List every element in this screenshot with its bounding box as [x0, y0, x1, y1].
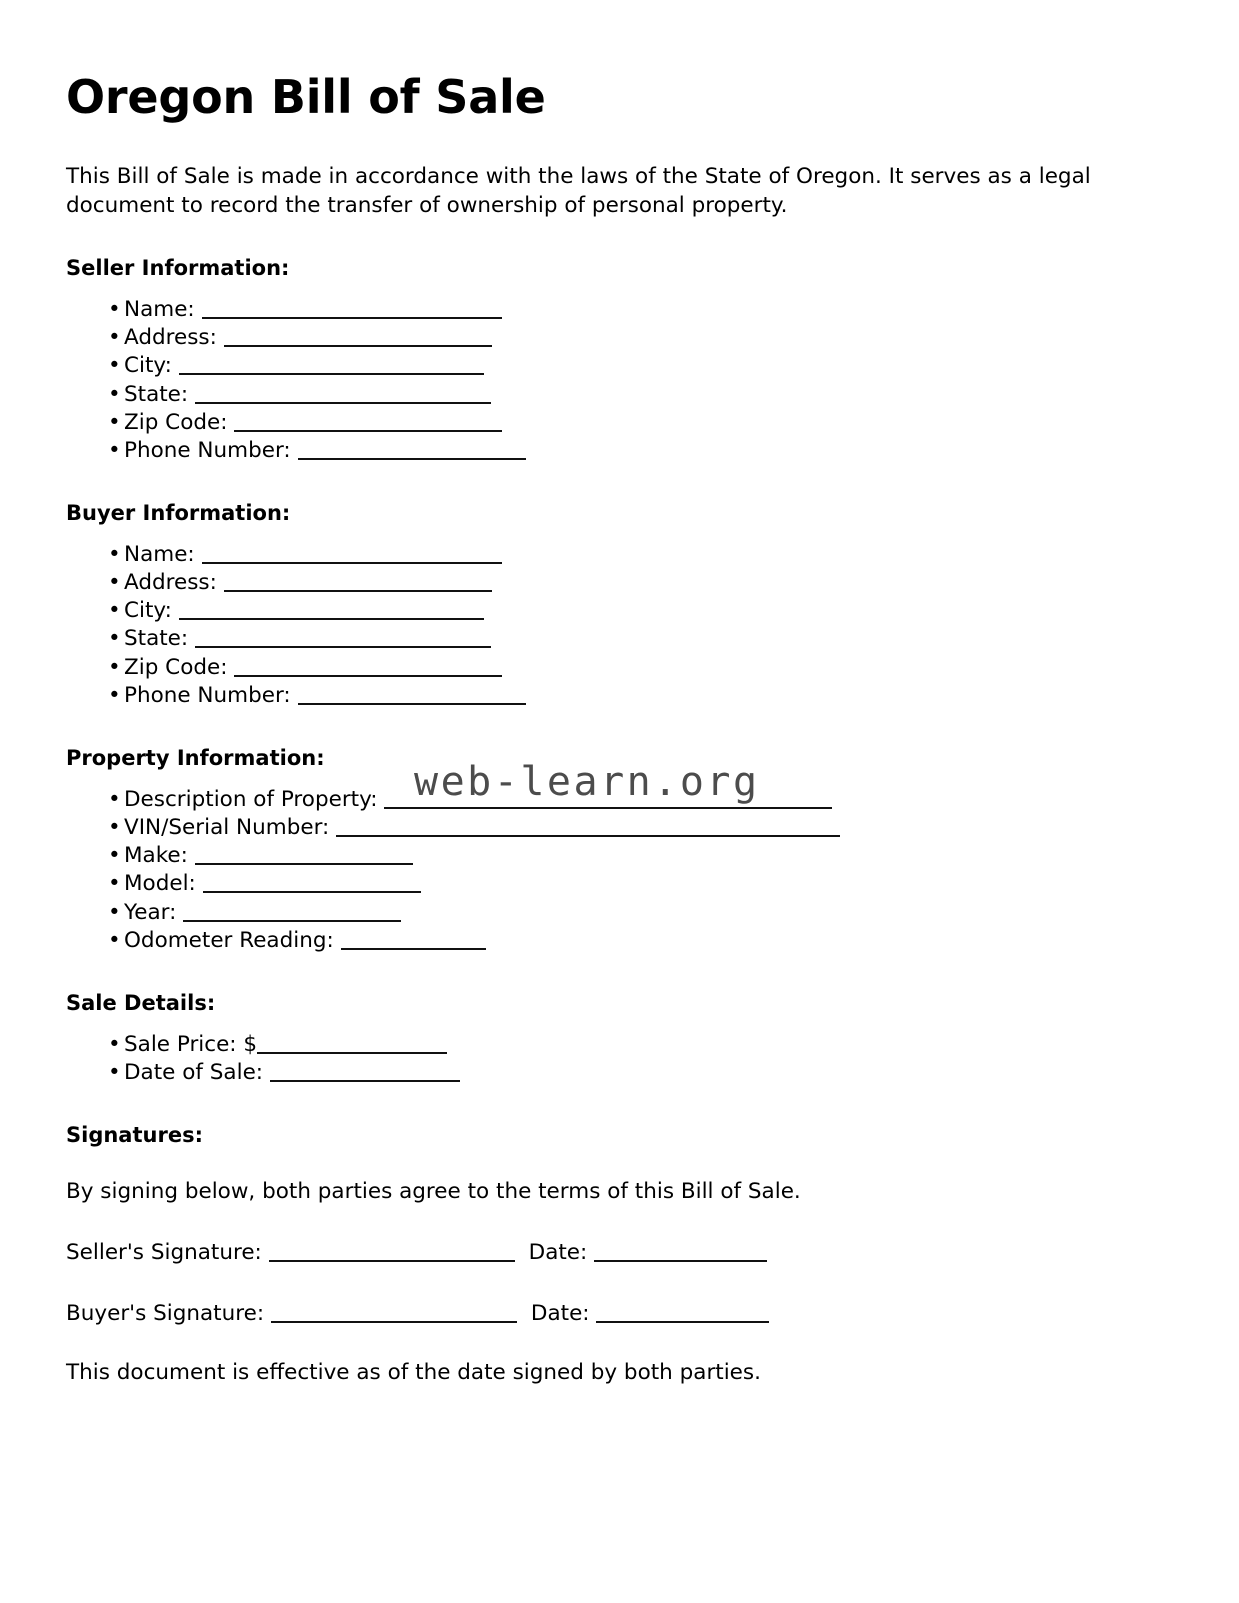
field-blank[interactable]	[234, 654, 502, 676]
closing-note: This document is effective as of the date signed by both parties.	[66, 1360, 761, 1386]
signatures-heading: Signatures:	[66, 1123, 203, 1148]
field-label: State:	[124, 626, 195, 652]
field-blank[interactable]	[224, 325, 492, 347]
field-label: Address:	[124, 570, 224, 596]
field-label: Address:	[124, 325, 224, 351]
page-title: Oregon Bill of Sale	[66, 70, 546, 124]
field-blank[interactable]	[298, 437, 526, 459]
field-blank[interactable]	[298, 682, 526, 704]
list-item	[66, 927, 1166, 955]
list-item	[66, 654, 1166, 682]
list-item	[66, 437, 1166, 465]
property-information-heading: Property Information:	[66, 745, 325, 770]
field-label: City:	[124, 598, 179, 624]
list-item	[66, 870, 1166, 898]
list-item	[66, 842, 1166, 870]
field-blank[interactable]	[336, 815, 840, 837]
list-item	[66, 682, 1166, 710]
field-blank[interactable]	[202, 297, 502, 319]
field-blank[interactable]	[224, 570, 492, 592]
list-item	[66, 899, 1166, 927]
field-blank[interactable]	[384, 786, 832, 808]
field-blank[interactable]	[195, 626, 491, 648]
seller-information-heading: Seller Information:	[66, 256, 290, 281]
list-item	[66, 296, 1166, 324]
date-blank[interactable]	[596, 1301, 769, 1323]
field-blank[interactable]	[195, 843, 413, 865]
sale-details-heading: Sale Details:	[66, 990, 216, 1015]
property-field-list	[66, 786, 1166, 955]
list-item	[66, 324, 1166, 352]
field-label: Make:	[124, 843, 195, 869]
field-label: Model:	[124, 871, 203, 897]
field-label: City:	[124, 353, 179, 379]
signature-label: Buyer's Signature:	[66, 1301, 271, 1327]
list-item	[66, 541, 1166, 569]
list-item	[66, 1031, 1166, 1059]
field-blank[interactable]	[202, 542, 502, 564]
field-blank[interactable]	[203, 871, 421, 893]
field-label: Year:	[124, 899, 184, 925]
field-label: Sale Price: $	[124, 1031, 258, 1057]
field-label: Name:	[124, 541, 202, 567]
list-item	[66, 1059, 1166, 1087]
intro-paragraph: This Bill of Sale is made in accordance with the laws of the State of Oregon. It serves as a legal document to record the transfer of ownership of personal property.	[66, 164, 1091, 219]
signature-agreement-text: By signing below, both parties agree to the terms of this Bill of Sale.	[66, 1179, 801, 1205]
document-content	[66, 70, 1166, 1387]
field-label: Phone Number:	[124, 437, 298, 463]
list-item	[66, 381, 1166, 409]
signature-row	[66, 1238, 1166, 1267]
list-item	[66, 569, 1166, 597]
list-item	[66, 625, 1166, 653]
sale-details-field-list	[66, 1031, 1166, 1087]
list-item	[66, 597, 1166, 625]
buyer-information-heading: Buyer Information:	[66, 500, 291, 525]
signature-row	[66, 1299, 1166, 1328]
signature-label: Seller's Signature:	[66, 1240, 269, 1266]
signature-blank[interactable]	[269, 1240, 515, 1262]
field-blank[interactable]	[179, 353, 484, 375]
field-label: VIN/Serial Number:	[124, 815, 337, 841]
list-item	[66, 409, 1166, 437]
field-blank[interactable]	[195, 381, 491, 403]
field-label: Zip Code:	[124, 654, 235, 680]
field-blank[interactable]	[257, 1031, 447, 1053]
date-label: Date:	[530, 1301, 597, 1327]
field-label: Zip Code:	[124, 409, 235, 435]
field-blank[interactable]	[234, 409, 502, 431]
site-watermark: web-learn.org	[414, 759, 760, 805]
list-item	[66, 352, 1166, 380]
date-blank[interactable]	[594, 1240, 767, 1262]
field-label: Date of Sale:	[124, 1060, 270, 1085]
field-label: Name:	[124, 297, 202, 323]
field-blank[interactable]	[183, 899, 401, 921]
date-label: Date:	[528, 1240, 595, 1266]
field-label: State:	[124, 381, 195, 407]
signature-rows	[66, 1238, 1166, 1328]
field-blank[interactable]	[179, 598, 484, 620]
field-label: Description of Property:	[124, 786, 385, 812]
field-blank[interactable]	[270, 1060, 460, 1082]
field-label: Phone Number:	[124, 682, 298, 708]
signature-blank[interactable]	[271, 1301, 517, 1323]
list-item	[66, 814, 1166, 842]
field-blank[interactable]	[341, 927, 486, 949]
list-item	[66, 786, 1166, 814]
buyer-field-list	[66, 541, 1166, 710]
seller-field-list	[66, 296, 1166, 465]
field-label: Odometer Reading:	[124, 927, 341, 953]
